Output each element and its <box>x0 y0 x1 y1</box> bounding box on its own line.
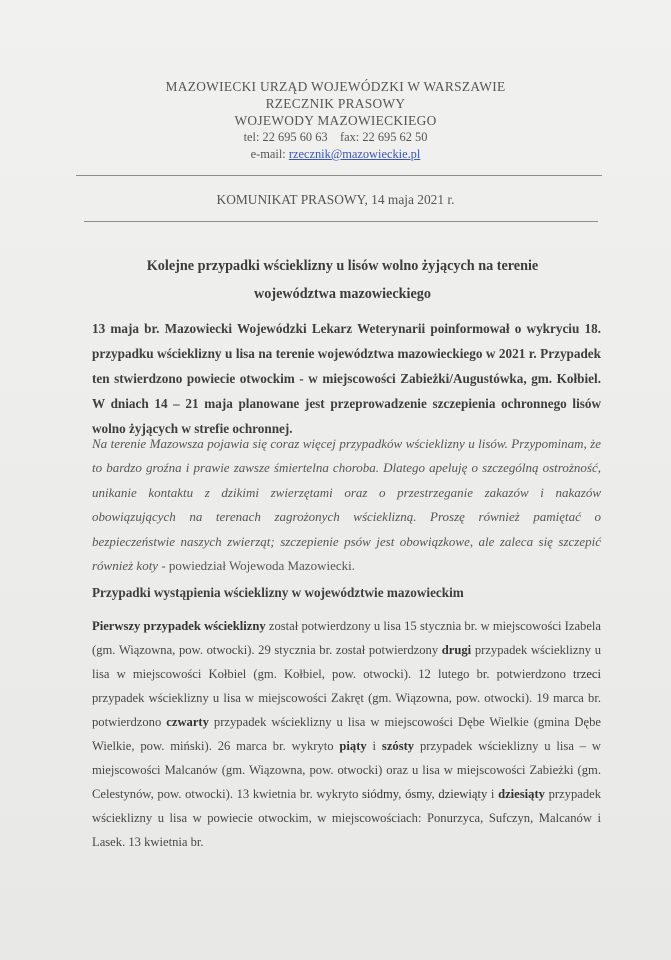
contact-line: tel: 22 695 60 63 fax: 22 695 62 50 <box>243 130 428 144</box>
press-release-date: KOMUNIKAT PRASOWY, 14 maja 2021 r. <box>216 192 455 207</box>
headline <box>90 252 595 308</box>
office-role-2: WOJEWODY MAZOWIECKIEGO <box>234 113 437 128</box>
email-label: e-mail: <box>250 147 289 161</box>
letterhead <box>0 78 671 163</box>
bold-term: ósmy <box>405 787 432 801</box>
office-name: MAZOWIECKI URZĄD WOJEWÓDZKI W WARSZAWIE <box>165 79 506 94</box>
section-heading: Przypadki wystąpienia wścieklizny w województwie mazowieckim <box>92 585 464 600</box>
body-text: został potwierdzony u lisa 15 stycznia br. w miejscowości Izabela (gm. Wiązowna, pow. otwocki). 29 stycznia br. został potwierdzony <box>92 619 602 657</box>
lead-paragraph: 13 maja br. Mazowiecki Wojewódzki Lekarz Weterynarii poinformował o wykryciu 18. przypadku wścieklizny u lisa na terenie województwa mazowieckiego w 2021 r. Przypadek ten stwierdzono powiecie otwockim - w miejscowości Zabieżki/Augustówka, gm. Kołbiel. W dniach 14 – 21 maja planowane jest przeprowadzenie szczepienia ochronnego lisów wolno żyjących w strefie ochronnej. <box>92 321 601 436</box>
quote-paragraph <box>92 432 601 578</box>
body-text: przypadek wścieklizny u lisa w miejscowości Kołbiel (gm. Kołbiel, pow. otwocki). 12 lutego br. potwierdzono <box>92 643 601 681</box>
bold-term: czwarty <box>166 715 209 729</box>
bold-term: Pierwszy przypadek wścieklizny <box>92 619 266 633</box>
body-text: przypadek wścieklizny u lisa w miejscowości Zakręt (gm. Wiązowna, pow. otwocki). 19 marca br. potwierdzono <box>92 691 601 729</box>
divider-top <box>76 175 602 176</box>
bold-term: trzeci <box>573 667 601 681</box>
headline-line-1: Kolejne przypadki wścieklizny u lisów wolno żyjących na terenie <box>146 258 539 274</box>
email-line <box>0 146 671 163</box>
body-text: przypadek wścieklizny u lisa – w miejscowości Malcanów (gm. Wiązowna, pow. otwocki) oraz u lisa w miejscowości Zabieżki (gm. Celestynów, pow. otwocki). 13 kwietnia br. wykryto <box>92 739 602 801</box>
body-text: , <box>398 787 406 801</box>
cases-paragraph <box>92 614 601 854</box>
email-link[interactable]: rzecznik@mazowieckie.pl <box>288 147 421 161</box>
bold-term: piąty <box>339 739 367 753</box>
quote-attribution: - powiedział Wojewoda Mazowiecki. <box>158 558 355 574</box>
body-text: , <box>431 787 439 801</box>
bold-term: dziesiąty <box>498 787 545 801</box>
body-text: przypadek wścieklizny u lisa w powiecie otwockim, w miejscowościach: Ponurzyca, Sufczyn, Malcanów i Lasek. 13 kwietnia br. <box>92 787 602 849</box>
bold-term: szósty <box>381 739 415 753</box>
bold-term: siódmy <box>362 787 399 801</box>
body-text: przypadek wścieklizny u lisa w miejscowości Dębe Wielkie (gmina Dębe Wielkie, pow. miński). 26 marca br. wykryto <box>92 715 601 753</box>
bold-term: dziewiąty <box>438 787 488 801</box>
bold-term: drugi <box>441 643 472 657</box>
body-text: i <box>366 739 382 753</box>
divider-bottom <box>84 221 598 222</box>
body-text: i <box>487 787 499 801</box>
headline-line-2: województwa mazowieckiego <box>254 286 431 302</box>
office-role: RZECZNIK PRASOWY <box>265 96 406 111</box>
quote-text: Na terenie Mazowsza pojawia się coraz więcej przypadków wścieklizny u lisów. Przypominam, że to bardzo groźna i prawie zawsze śmiertelna choroba. Dlatego apeluję o szczególną ostrożność, unikanie kontaktu z dzikimi zwierzętami oraz o przestrzeganie zakazów i nakazów obowiązujących na terenach zagrożonych wścieklizną. Proszę również pamiętać o bezpieczeństwie naszych zwierząt; szczepienie psów jest obowiązkowe, ale zaleca się szczepić również koty <box>92 436 601 574</box>
